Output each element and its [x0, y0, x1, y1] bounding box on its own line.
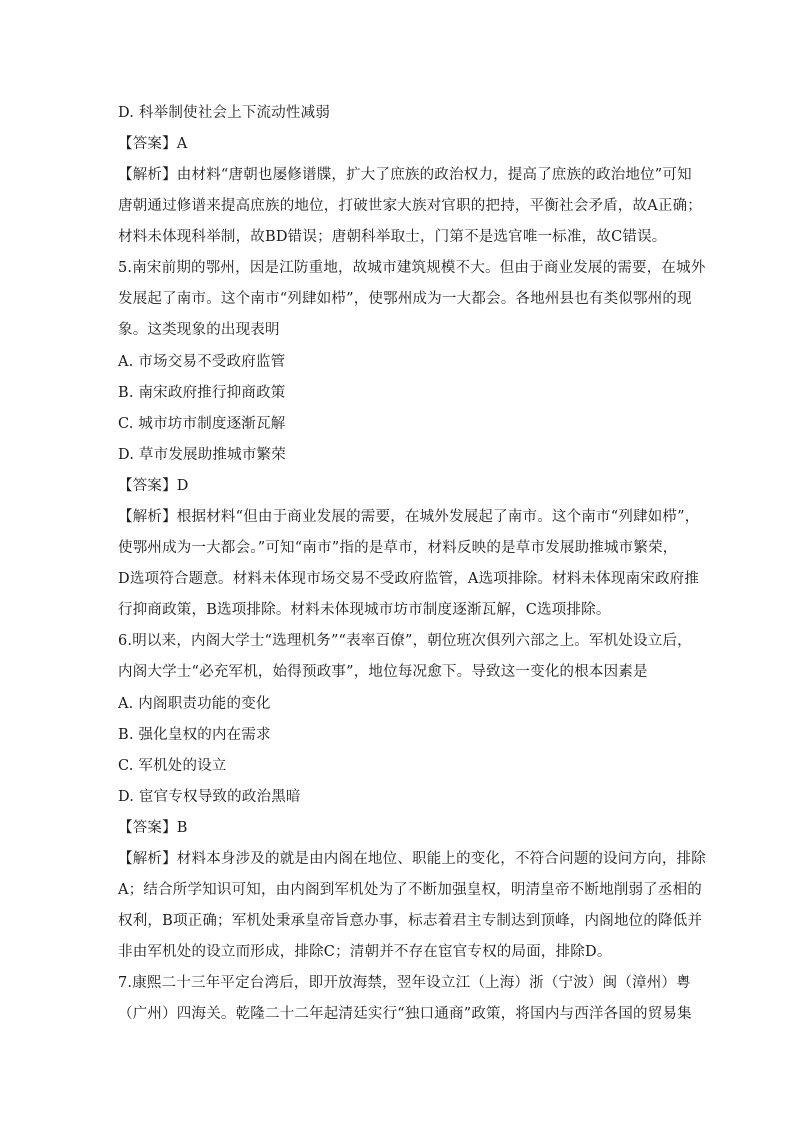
option-d-q6: D. 宦官专权导致的政治黑暗 — [118, 789, 301, 805]
option-d-q5: D. 草市发展助推城市繁荣 — [118, 447, 286, 463]
answer-q5: 【答案】D — [118, 478, 189, 494]
question-7-line-2: （广州）四海关。乾隆二十二年起清廷实行“独口通商”政策，将国内与西洋各国的贸易集 — [118, 1006, 692, 1022]
option-d-q4: D. 科举制使社会上下流动性减弱 — [118, 105, 331, 121]
answer-q4: 【答案】A — [118, 136, 188, 152]
question-5-line-1: 5.南宋前期的鄂州，因是江防重地，故城市建筑规模不大。但由于商业发展的需要，在城外 — [118, 260, 706, 276]
answer-q6: 【答案】B — [118, 820, 188, 836]
analysis-q4-line-3: 材料未体现科举制，故BD错误；唐朝科举取士，门第不是选官唯一标准，故C错误。 — [118, 229, 667, 245]
option-a-q5: A. 市场交易不受政府监管 — [118, 354, 286, 370]
analysis-q4-line-1: 【解析】由材料“唐朝也屡修谱牒，扩大了庶族的政治权力，提高了庶族的政治地位”可知 — [118, 167, 692, 183]
option-b-q5: B. 南宋政府推行抑商政策 — [118, 385, 286, 401]
analysis-q4-line-2: 唐朝通过修谱来提高庶族的地位，打破世家大族对官职的把持，平衡社会矛盾，故A正确； — [118, 198, 702, 214]
option-b-q6: B. 强化皇权的内在需求 — [118, 727, 271, 743]
analysis-q5-line-3: D选项符合题意。材料未体现市场交易不受政府监管，A选项排除。材料未体现南宋政府推 — [118, 571, 700, 587]
option-a-q6: A. 内阁职责功能的变化 — [118, 696, 271, 712]
analysis-q6-line-2: A；结合所学知识可知，由内阁到军机处为了不断加强皇权，明清皇帝不断地削弱了丞相的 — [118, 882, 702, 898]
question-5-line-3: 象。这类现象的出现表明 — [118, 322, 280, 338]
analysis-q5-line-1: 【解析】根据材料“但由于商业发展的需要，在城外发展起了南市。这个南市“列肆如栉”， — [118, 509, 700, 525]
question-6-line-2: 内阁大学士“必充军机，始得预政事”，地位每况愈下。导致这一变化的根本因素是 — [118, 664, 648, 680]
analysis-q5-line-2: 使鄂州成为一大都会。”可知“南市”指的是草市，材料反映的是草市发展助推城市繁荣， — [118, 540, 678, 556]
analysis-q6-line-1: 【解析】材料本身涉及的就是由内阁在地位、职能上的变化，不符合问题的设问方向，排除 — [118, 851, 706, 867]
question-5-line-2: 发展起了南市。这个南市“列肆如栉”，使鄂州成为一大都会。各地州县也有类似鄂州的现 — [118, 291, 692, 307]
question-6-line-1: 6.明以来，内阁大学士“选理机务”“表率百僚”，朝位班次俱列六部之上。军机处设立后， — [118, 633, 692, 649]
option-c-q6: C. 军机处的设立 — [118, 758, 227, 774]
analysis-q6-line-4: 非由军机处的设立而形成，排除C；清朝并不存在宦官专权的局面，排除D。 — [118, 944, 612, 960]
analysis-q5-line-4: 行抑商政策，B选项排除。材料未体现城市坊市制度逐渐瓦解，C选项排除。 — [118, 602, 611, 618]
option-c-q5: C. 城市坊市制度逐渐瓦解 — [118, 416, 286, 432]
analysis-q6-line-3: 权利，B项正确；军机处秉承皇帝旨意办事，标志着君主专制达到顶峰，内阁地位的降低并 — [118, 913, 703, 929]
question-7-line-1: 7.康熙二十三年平定台湾后，即开放海禁，翌年设立江（上海）浙（宁波）闽（漳州）粤 — [118, 975, 691, 991]
